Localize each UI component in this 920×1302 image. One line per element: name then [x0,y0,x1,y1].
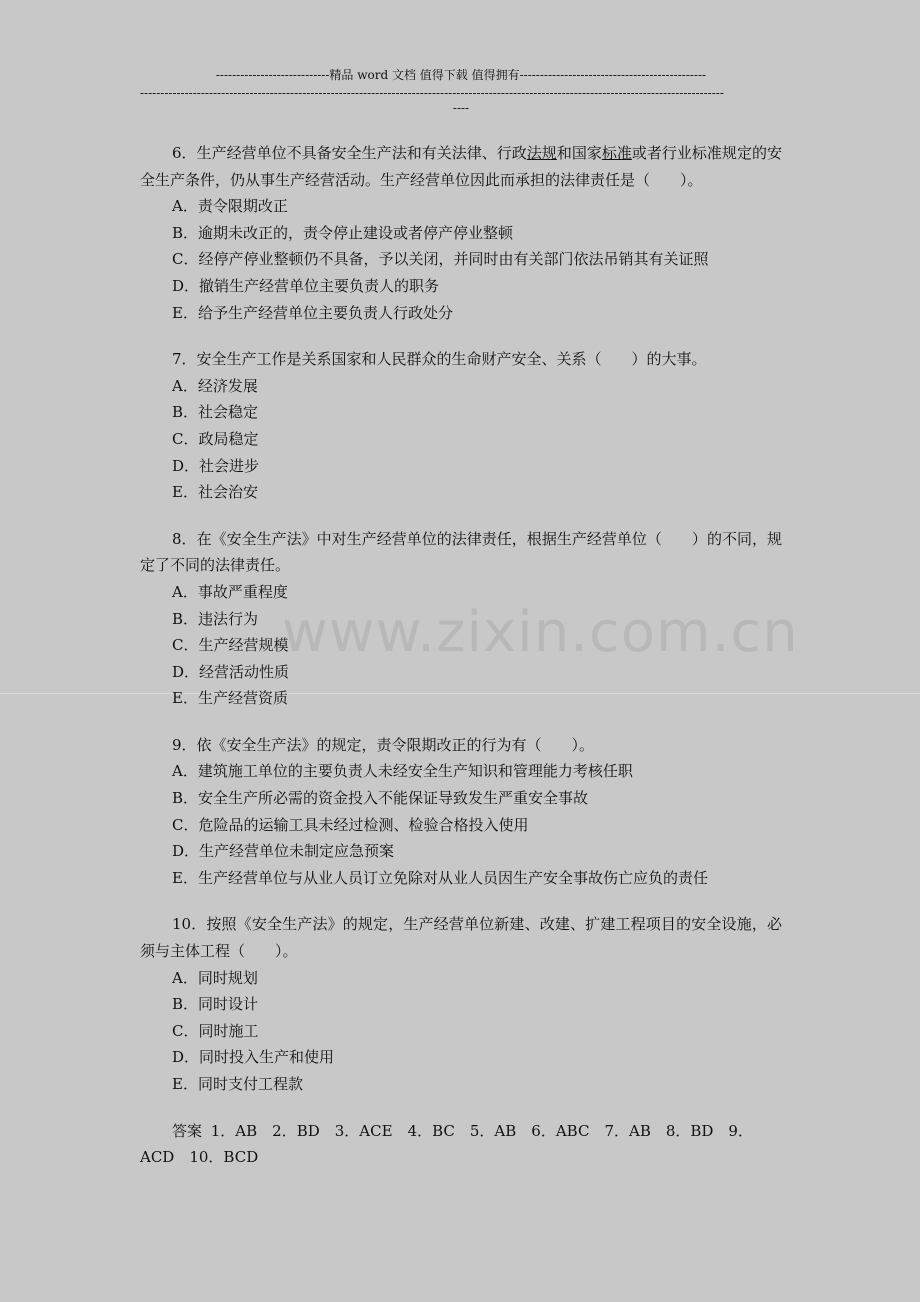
option: D．社会进步 [172,456,260,475]
link-regulations[interactable]: 法规 [526,144,557,162]
option: A．同时规划 [172,968,258,987]
watermark: www.zixin.com.cn [282,600,799,665]
header-line-3: ---- [452,101,470,115]
question-stem: 7．安全生产工作是关系国家和人民群众的生命财产安全、关系（ ）的大事。 [172,350,707,369]
header-line-2: ------------------------------------------------------------------------------------------------------------------------------------------------ [140,86,724,100]
option: C．经停产停业整顿仍不具备，予以关闭，并同时由有关部门依法吊销其有关证照 [172,250,709,269]
question-6 [140,140,782,326]
option: D．撤销生产经营单位主要负责人的职务 [172,276,440,295]
option: D．生产经营单位未制定应急预案 [172,842,395,861]
option: E．生产经营资质 [172,689,288,708]
link-standards[interactable]: 标准 [601,144,632,162]
option: A．建筑施工单位的主要负责人未经安全生产知识和管理能力考核任职 [172,762,633,781]
option: D．同时投入生产和使用 [172,1048,335,1067]
question-list [140,140,782,1171]
option: B．同时设计 [172,995,259,1014]
option: E．给予生产经营单位主要负责人行政处分 [172,303,453,322]
option: B．安全生产所必需的资金投入不能保证导致发生严重安全事故 [172,789,589,808]
option: B．社会稳定 [172,403,259,422]
option: E．同时支付工程款 [172,1075,303,1093]
option: A．事故严重程度 [172,582,288,601]
option: E．生产经营单位与从业人员订立免除对从业人员因生产安全事故伤亡应负的责任 [172,868,708,887]
option: B．逾期未改正的，责令停止建设或者停产停业整顿 [172,223,514,242]
header-line-1: ----------------------------精品 word 文档 值得下载 值得拥有---------------------------------------------- [215,68,707,82]
question-stem: 8．在《安全生产法》中对生产经营单位的法律责任，根据生产经营单位（ ）的不同，规定了不同的法律责任。 [140,529,782,575]
question-stem: 9．依《安全生产法》的规定，责令限期改正的行为有（ ）。 [172,735,595,754]
question-stem: 10．按照《安全生产法》的规定，生产经营单位新建、改建、扩建工程项目的安全设施，必须与主体工程（ ）。 [140,915,782,961]
option: C．生产经营规模 [172,636,289,655]
option: C．同时施工 [172,1021,259,1040]
option: B．违法行为 [172,609,259,628]
option: C．危险品的运输工具未经过检测、检验合格投入使用 [172,815,529,834]
option: A．责令限期改正 [172,197,288,216]
option: A．经济发展 [172,376,258,395]
option: E．社会治安 [172,483,258,502]
option: D．经营活动性质 [172,662,290,681]
question-9 [140,732,782,892]
question-stem: 6．生产经营单位不具备安全生产法和有关法律、行政法规和国家标准或者行业标准规定的安全生产条件，仍从事生产经营活动。生产经营单位因此而承担的法律责任是（ ）。 [140,144,782,189]
option: C．政局稳定 [172,429,259,448]
question-8 [140,526,782,712]
question-7 [140,346,782,506]
question-10 [140,911,782,1097]
answer-key: 答案 1．AB 2．BD 3．ACE 4．BC 5．AB 6．ABC 7．AB 8．BD 9．ACD 10．BCD [140,1121,753,1167]
